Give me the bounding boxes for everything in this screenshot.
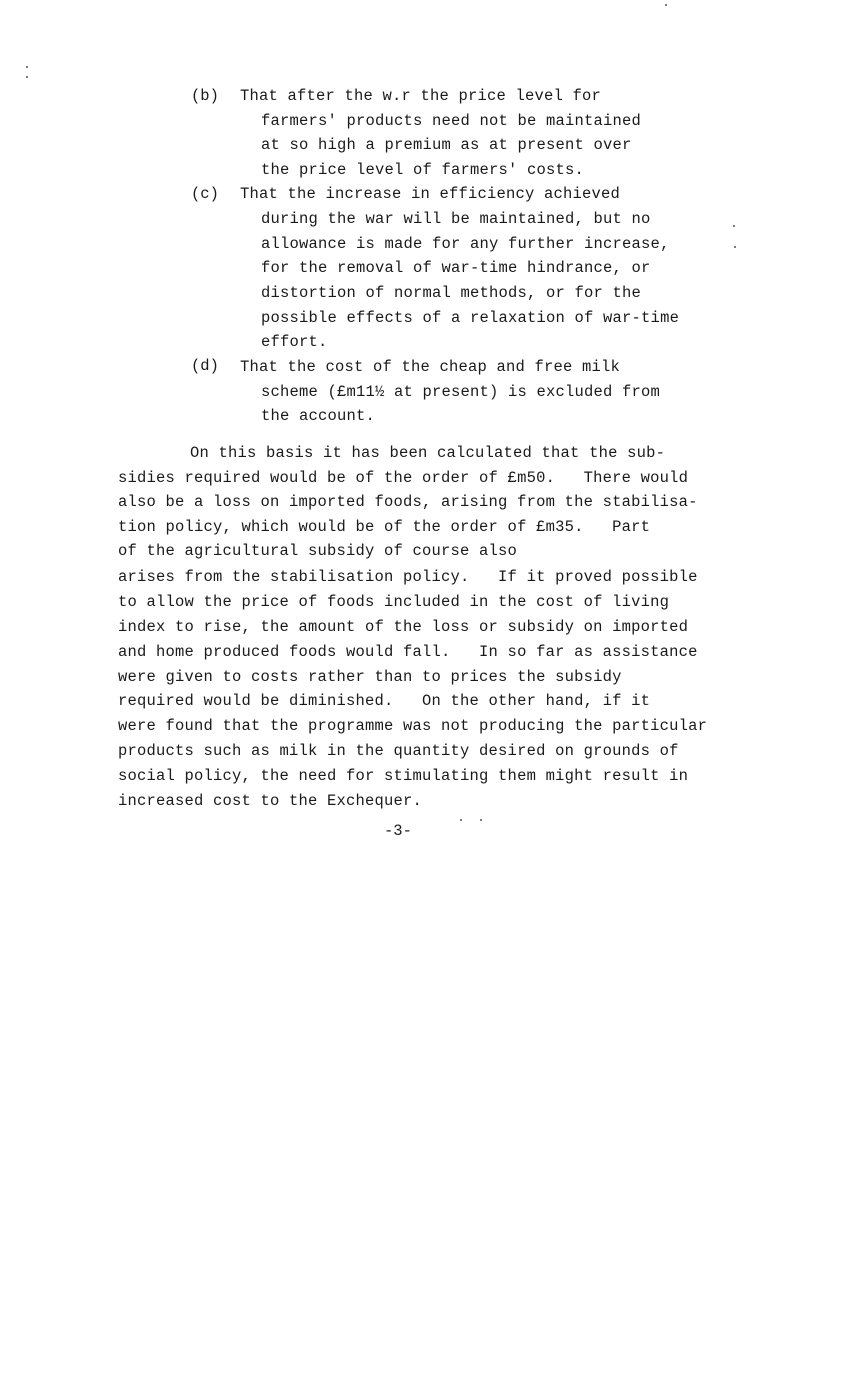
item-d-line-1: That the cost of the cheap and free milk bbox=[240, 358, 621, 376]
paragraph-line-7: to allow the price of foods included in the cost of living bbox=[118, 593, 670, 611]
item-b-label: (b) bbox=[191, 87, 219, 105]
item-c-line-3: allowance is made for any further increase, bbox=[261, 235, 670, 253]
item-d-label: (d) bbox=[191, 357, 219, 375]
scan-speck bbox=[733, 225, 735, 227]
paragraph-line-3: also be a loss on imported foods, arising from the stabilisa- bbox=[118, 493, 698, 511]
paragraph-line-9: and home produced foods would fall. In so far as assistance bbox=[118, 643, 698, 661]
scan-speck bbox=[665, 4, 667, 6]
item-d-line-3: the account. bbox=[261, 407, 376, 425]
paragraph-line-11: required would be diminished. On the other hand, if it bbox=[118, 692, 651, 710]
item-c-line-7: effort. bbox=[261, 333, 328, 351]
paragraph-line-4: tion policy, which would be of the order of £m35. Part bbox=[118, 518, 651, 536]
item-b-line-4: the price level of farmers' costs. bbox=[261, 161, 585, 179]
paragraph-line-1: On this basis it has been calculated that the sub- bbox=[190, 444, 666, 462]
paragraph-line-2: sidies required would be of the order of £m50. There would bbox=[118, 469, 689, 487]
item-c-label: (c) bbox=[191, 185, 219, 203]
scan-speck bbox=[460, 819, 462, 821]
paragraph-line-12: were found that the programme was not producing the particular bbox=[118, 717, 708, 735]
item-c-line-1: That the increase in efficiency achieved bbox=[240, 185, 621, 203]
paragraph-line-13: products such as milk in the quantity desired on grounds of bbox=[118, 742, 679, 760]
paragraph-line-6: arises from the stabilisation policy. If it proved possible bbox=[118, 568, 698, 586]
paragraph-line-8: index to rise, the amount of the loss or subsidy on imported bbox=[118, 618, 689, 636]
scan-speck bbox=[734, 246, 736, 248]
paragraph-line-14: social policy, the need for stimulating them might result in bbox=[118, 767, 689, 785]
item-c-line-2: during the war will be maintained, but no bbox=[261, 210, 651, 228]
paragraph-line-5: of the agricultural subsidy of course also bbox=[118, 542, 518, 560]
paragraph-line-15: increased cost to the Exchequer. bbox=[118, 792, 423, 810]
scan-speck bbox=[480, 819, 482, 821]
item-b-line-1: That after the w.r the price level for bbox=[240, 87, 602, 105]
scan-speck bbox=[26, 76, 28, 78]
item-c-line-5: distortion of normal methods, or for the bbox=[261, 284, 642, 302]
paragraph-line-10: were given to costs rather than to prices the subsidy bbox=[118, 668, 622, 686]
item-b-line-3: at so high a premium as at present over bbox=[261, 136, 632, 154]
page-number: -3- bbox=[384, 822, 412, 840]
scan-speck bbox=[26, 66, 28, 68]
item-b-line-2: farmers' products need not be maintained bbox=[261, 112, 642, 130]
item-c-line-6: possible effects of a relaxation of war-time bbox=[261, 309, 680, 327]
item-d-line-2: scheme (£m11½ at present) is excluded from bbox=[261, 383, 661, 401]
item-c-line-4: for the removal of war-time hindrance, or bbox=[261, 259, 651, 277]
